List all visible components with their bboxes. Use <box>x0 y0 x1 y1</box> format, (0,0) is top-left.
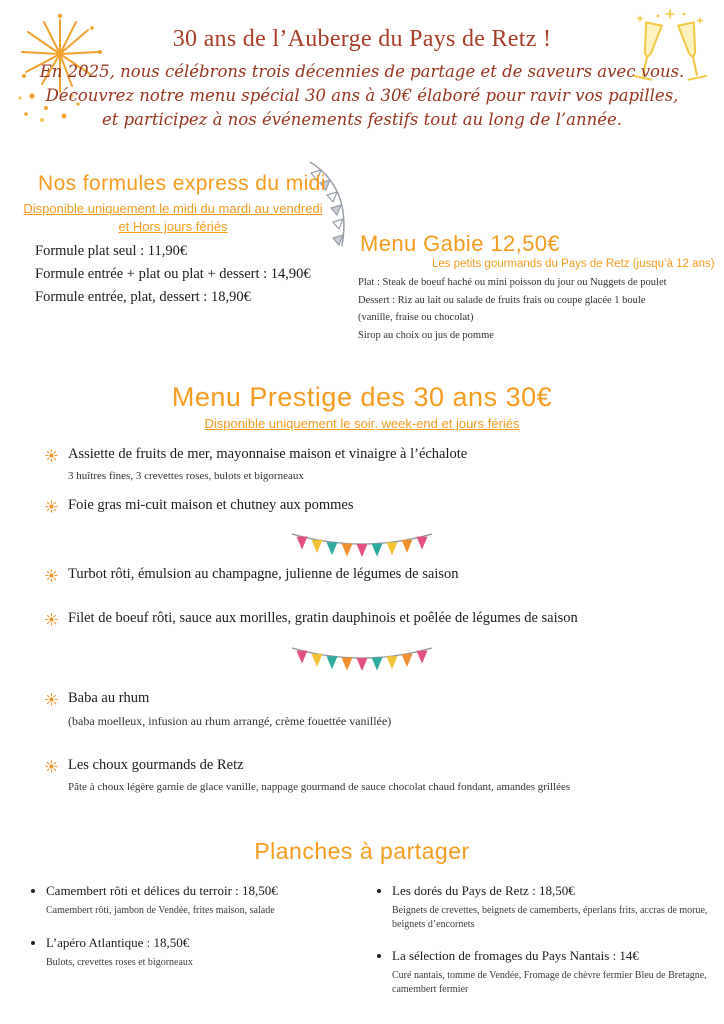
prestige-item-detail: 3 huîtres fines, 3 crevettes roses, bulots et bigorneaux <box>68 470 304 482</box>
formules-availability-line-2: et Hors jours fériés <box>118 219 228 234</box>
intro-text <box>0 60 724 132</box>
planche-item <box>392 947 712 996</box>
intro-line-2: Découvrez notre menu spécial 30 ans à 30€ élaboré pour ravir vos papilles, <box>45 86 679 105</box>
planche-item-detail: Beignets de crevettes, beignets de camemberts, éperlans frits, accras de morue, beignets d’encornets <box>392 905 708 930</box>
page-title: 30 ans de l’Auberge du Pays de Retz ! <box>172 26 552 52</box>
planche-item-name: • Camembert rôti et délices du terroir : 18,50€ <box>46 883 278 898</box>
planche-item <box>392 882 712 931</box>
menu-gabie-line: Sirop au choix ou jus de pomme <box>358 329 494 341</box>
planche-item-detail: Bulots, crevettes roses et bigorneaux <box>46 956 193 968</box>
formule-item: Formule entrée, plat, dessert : 18,90€ <box>35 289 251 305</box>
planche-item-name: • Les dorés du Pays de Retz : 18,50€ <box>392 883 575 898</box>
formules-title: Nos formules express du midi <box>38 172 326 195</box>
menu-gabie-line: (vanille, fraise ou chocolat) <box>358 312 474 323</box>
sun-bullet-icon <box>45 449 58 467</box>
prestige-item-detail: (baba moelleux, infusion au rhum arrangé, crème fouettée vanillée) <box>68 714 392 728</box>
planches-right-column <box>392 882 712 1012</box>
formules-items <box>35 240 311 309</box>
prestige-item-name: Foie gras mi-cuit maison et chutney aux pommes <box>68 497 354 513</box>
menu-gabie-subtitle: Les petits gourmands du Pays de Retz (jusqu’à 12 ans) <box>432 258 715 270</box>
planche-item-detail: Curé nantais, tomme de Vendée, Fromage de chèvre fermier Bleu de Bretagne, camembert fermier <box>392 970 707 995</box>
prestige-item <box>45 446 700 482</box>
prestige-item <box>45 757 700 793</box>
intro-line-1: En 2025, nous célébrons trois décennies de partage et de saveurs avec vous. <box>39 62 685 81</box>
menu-gabie-title: Menu Gabie 12,50€ <box>360 231 561 256</box>
prestige-item-name: Baba au rhum <box>68 690 150 706</box>
planche-item <box>46 882 346 918</box>
formule-item: Formule plat seul : 11,90€ <box>35 243 188 259</box>
prestige-item <box>45 497 700 518</box>
formules-availability <box>6 200 340 236</box>
menu-gabie-line: Plat : Steak de boeuf haché ou mini poisson du jour ou Nuggets de poulet <box>358 277 667 288</box>
planche-item-name: • La sélection de fromages du Pays Nantais : 14€ <box>392 948 639 963</box>
formule-item: Formule entrée + plat ou plat + dessert : 14,90€ <box>35 266 311 282</box>
planche-item-detail: Camembert rôti, jambon de Vendée, frites maison, salade <box>46 905 275 916</box>
sun-bullet-icon <box>45 613 58 631</box>
prestige-item <box>45 566 700 587</box>
planches-title: Planches à partager <box>254 838 470 864</box>
prestige-item-name: Les choux gourmands de Retz <box>68 757 244 773</box>
prestige-item-name: Turbot rôti, émulsion au champagne, julienne de légumes de saison <box>68 566 459 582</box>
formules-availability-line-1: Disponible uniquement le midi du mardi au vendredi <box>23 201 323 216</box>
planche-item-name: • L’apéro Atlantique : 18,50€ <box>46 934 190 950</box>
planches-left-column <box>46 882 346 985</box>
menu-gabie-line: Dessert : Riz au lait ou salade de fruits frais ou coupe glacée 1 boule <box>358 294 646 306</box>
menu-prestige-availability: Disponible uniquement le soir, week-end et jours fériés <box>204 416 520 431</box>
menu-gabie-lines <box>358 274 716 344</box>
planche-item <box>46 934 346 970</box>
sun-bullet-icon <box>45 500 58 518</box>
prestige-item <box>45 610 700 631</box>
prestige-item-name: Filet de boeuf rôti, sauce aux morilles, gratin dauphinois et poêlée de légumes de saison <box>68 610 578 626</box>
menu-prestige-title: Menu Prestige des 30 ans 30€ <box>171 382 553 412</box>
intro-line-3: et participez à nos événements festifs tout au long de l’année. <box>101 110 623 129</box>
sun-bullet-icon <box>45 693 58 711</box>
prestige-item-detail: Pâte à choux légère garnie de glace vanille, nappage gourmand de sauce chocolat chaud fondant, amandes grillées <box>68 781 571 793</box>
prestige-item <box>45 690 700 729</box>
prestige-item-name: Assiette de fruits de mer, mayonnaise maison et vinaigre à l’échalote <box>68 446 468 462</box>
sun-bullet-icon <box>45 760 58 778</box>
bunting-garland-icon <box>287 642 437 689</box>
sun-bullet-icon <box>45 569 58 587</box>
